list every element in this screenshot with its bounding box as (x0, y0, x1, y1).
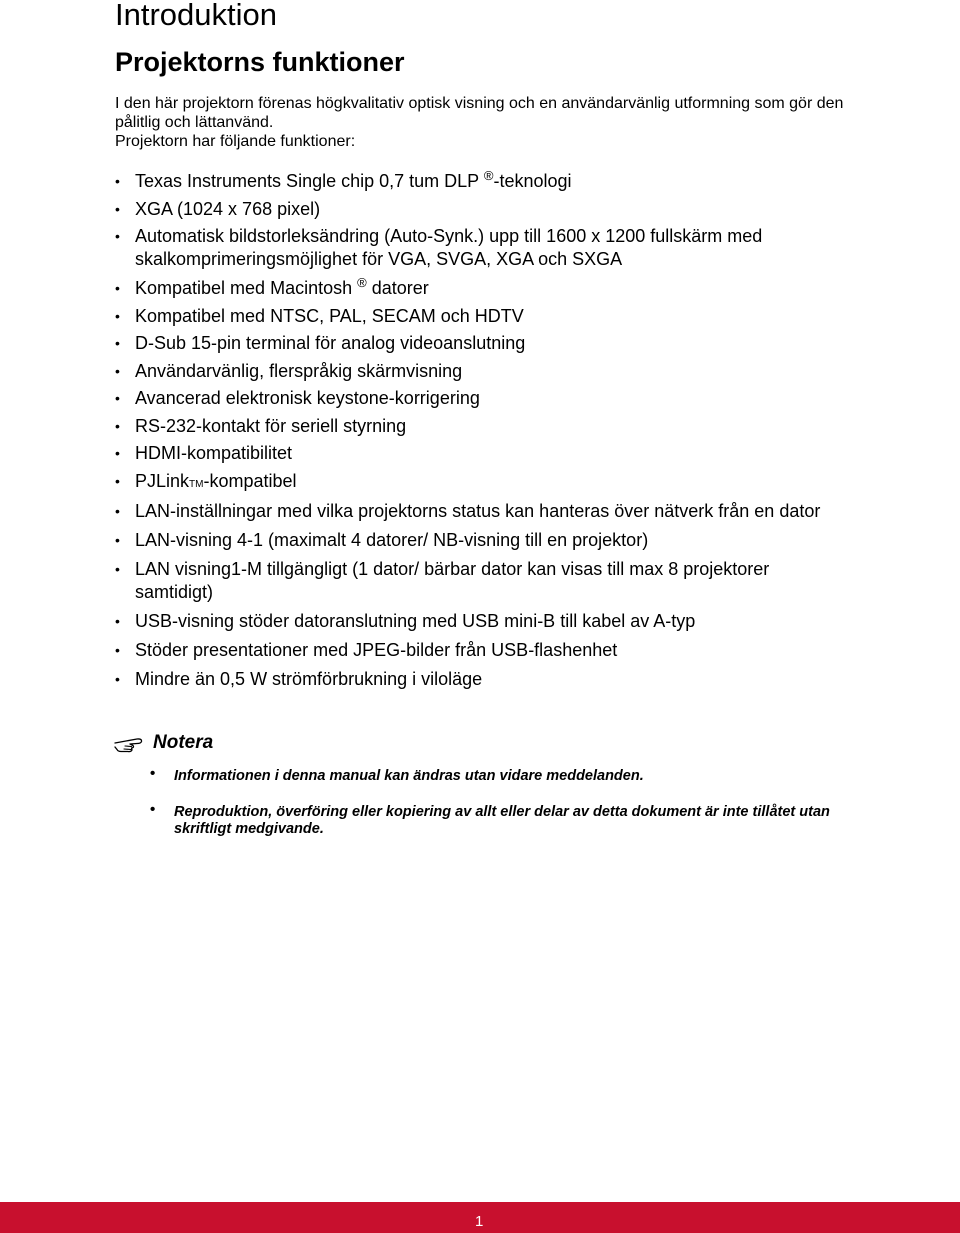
list-item (115, 470, 835, 496)
trademark-mark: TM (189, 478, 204, 490)
note-item (150, 801, 840, 838)
feature-suffix: -teknologi (493, 171, 572, 191)
list-item (115, 415, 835, 438)
list-item (115, 529, 835, 552)
list-item (115, 639, 835, 662)
list-item (115, 500, 835, 523)
bullet-icon: • (115, 335, 120, 351)
registered-mark: ® (357, 275, 367, 290)
list-item (115, 387, 835, 410)
intro-paragraph: I den här projektorn förenas högkvalitativ optisk visning och en användarvänlig utformning som gör den pålitlig och lättanvänd. (115, 95, 844, 131)
feature-suffix: datorer (366, 278, 429, 298)
bullet-icon: • (115, 228, 120, 244)
bullet-icon: • (115, 173, 120, 189)
bullet-icon: • (115, 417, 120, 434)
intro-lead-in: Projektorn har följande funktioner: (115, 133, 356, 150)
note-text: Informationen i denna manual kan ändras utan vidare meddelanden. (174, 768, 644, 784)
list-item (115, 170, 835, 193)
feature-text: Kompatibel med Macintosh (135, 278, 353, 298)
bullet-icon: • (115, 362, 120, 379)
feature-text: Avancerad elektronisk keystone-korrigering (135, 388, 480, 408)
feature-text: Mindre än 0,5 W strömförbrukning i viloläge (135, 669, 483, 689)
page-number: 1 (475, 1213, 484, 1230)
feature-text: Användarvänlig, flerspråkig skärmvisning (135, 360, 463, 381)
list-item (115, 442, 835, 465)
list-item (115, 332, 835, 355)
feature-text: LAN-visning 4-1 (maximalt 4 datorer/ NB-visning till en projektor) (135, 530, 649, 550)
bullet-icon: • (115, 613, 120, 629)
registered-mark: ® (483, 168, 494, 183)
note-text: Reproduktion, överföring eller kopiering av allt eller delar av detta dokument är inte tillåtet utan skriftligt medgivande. (174, 804, 830, 837)
bullet-icon: • (115, 472, 120, 489)
list-item (115, 360, 835, 383)
bullet-icon: • (115, 307, 120, 324)
feature-text: LAN-inställningar med vilka projektorns status kan hanteras över nätverk från en dator (135, 501, 821, 521)
feature-text: LAN visning1-M tillgängligt (1 dator/ bärbar dator kan visas till max 8 projektorer samtidigt) (135, 559, 770, 602)
list-item (115, 277, 835, 300)
bullet-icon: • (115, 200, 120, 217)
bullet-icon: • (115, 390, 120, 406)
bullet-icon: • (150, 765, 156, 782)
feature-text: USB-visning stöder datoranslutning med USB mini-B till kabel av A-typ (135, 611, 696, 631)
bullet-icon: • (115, 671, 120, 687)
feature-text: Stöder presentationer med JPEG-bilder från USB-flashenhet (135, 640, 618, 660)
bullet-icon: • (115, 445, 120, 461)
feature-text: Automatisk bildstorleksändring (Auto-Synk.) upp till 1600 x 1200 fullskärm med skalkomprimeringsmöjlighet för VGA, SVGA, XGA och SXGA (135, 226, 763, 269)
bullet-icon: • (115, 532, 120, 548)
feature-text: Texas Instruments Single chip 0,7 tum DLP (135, 171, 479, 191)
list-item (115, 610, 835, 633)
bullet-icon: • (115, 503, 120, 519)
feature-suffix: -kompatibel (203, 470, 297, 491)
feature-text: D-Sub 15-pin terminal för analog videoanslutning (135, 333, 526, 353)
bullet-icon: • (115, 642, 120, 658)
list-item (115, 305, 835, 328)
feature-text: Kompatibel med NTSC, PAL, SECAM och HDTV (135, 305, 524, 326)
feature-text: RS-232-kontakt för seriell styrning (135, 415, 407, 436)
bullet-icon: • (115, 280, 120, 296)
section-title: Projektorns funktioner (115, 47, 405, 77)
feature-list (115, 170, 835, 696)
bullet-icon: • (150, 801, 156, 818)
feature-text: XGA (1024 x 768 pixel) (135, 198, 321, 219)
note-title: Notera (153, 732, 214, 753)
list-item (115, 225, 835, 271)
page-title: Introduktion (115, 0, 277, 32)
bullet-icon: • (115, 561, 120, 577)
footer-bar (0, 1202, 960, 1233)
list-item (115, 558, 835, 604)
list-item (115, 198, 835, 221)
list-item (115, 668, 835, 691)
intro-text (115, 94, 855, 151)
note-list (150, 765, 840, 857)
feature-text: HDMI-kompatibilitet (135, 443, 293, 463)
pointing-hand-icon (113, 734, 145, 754)
feature-text: PJLink (135, 470, 190, 491)
note-item (150, 765, 840, 785)
